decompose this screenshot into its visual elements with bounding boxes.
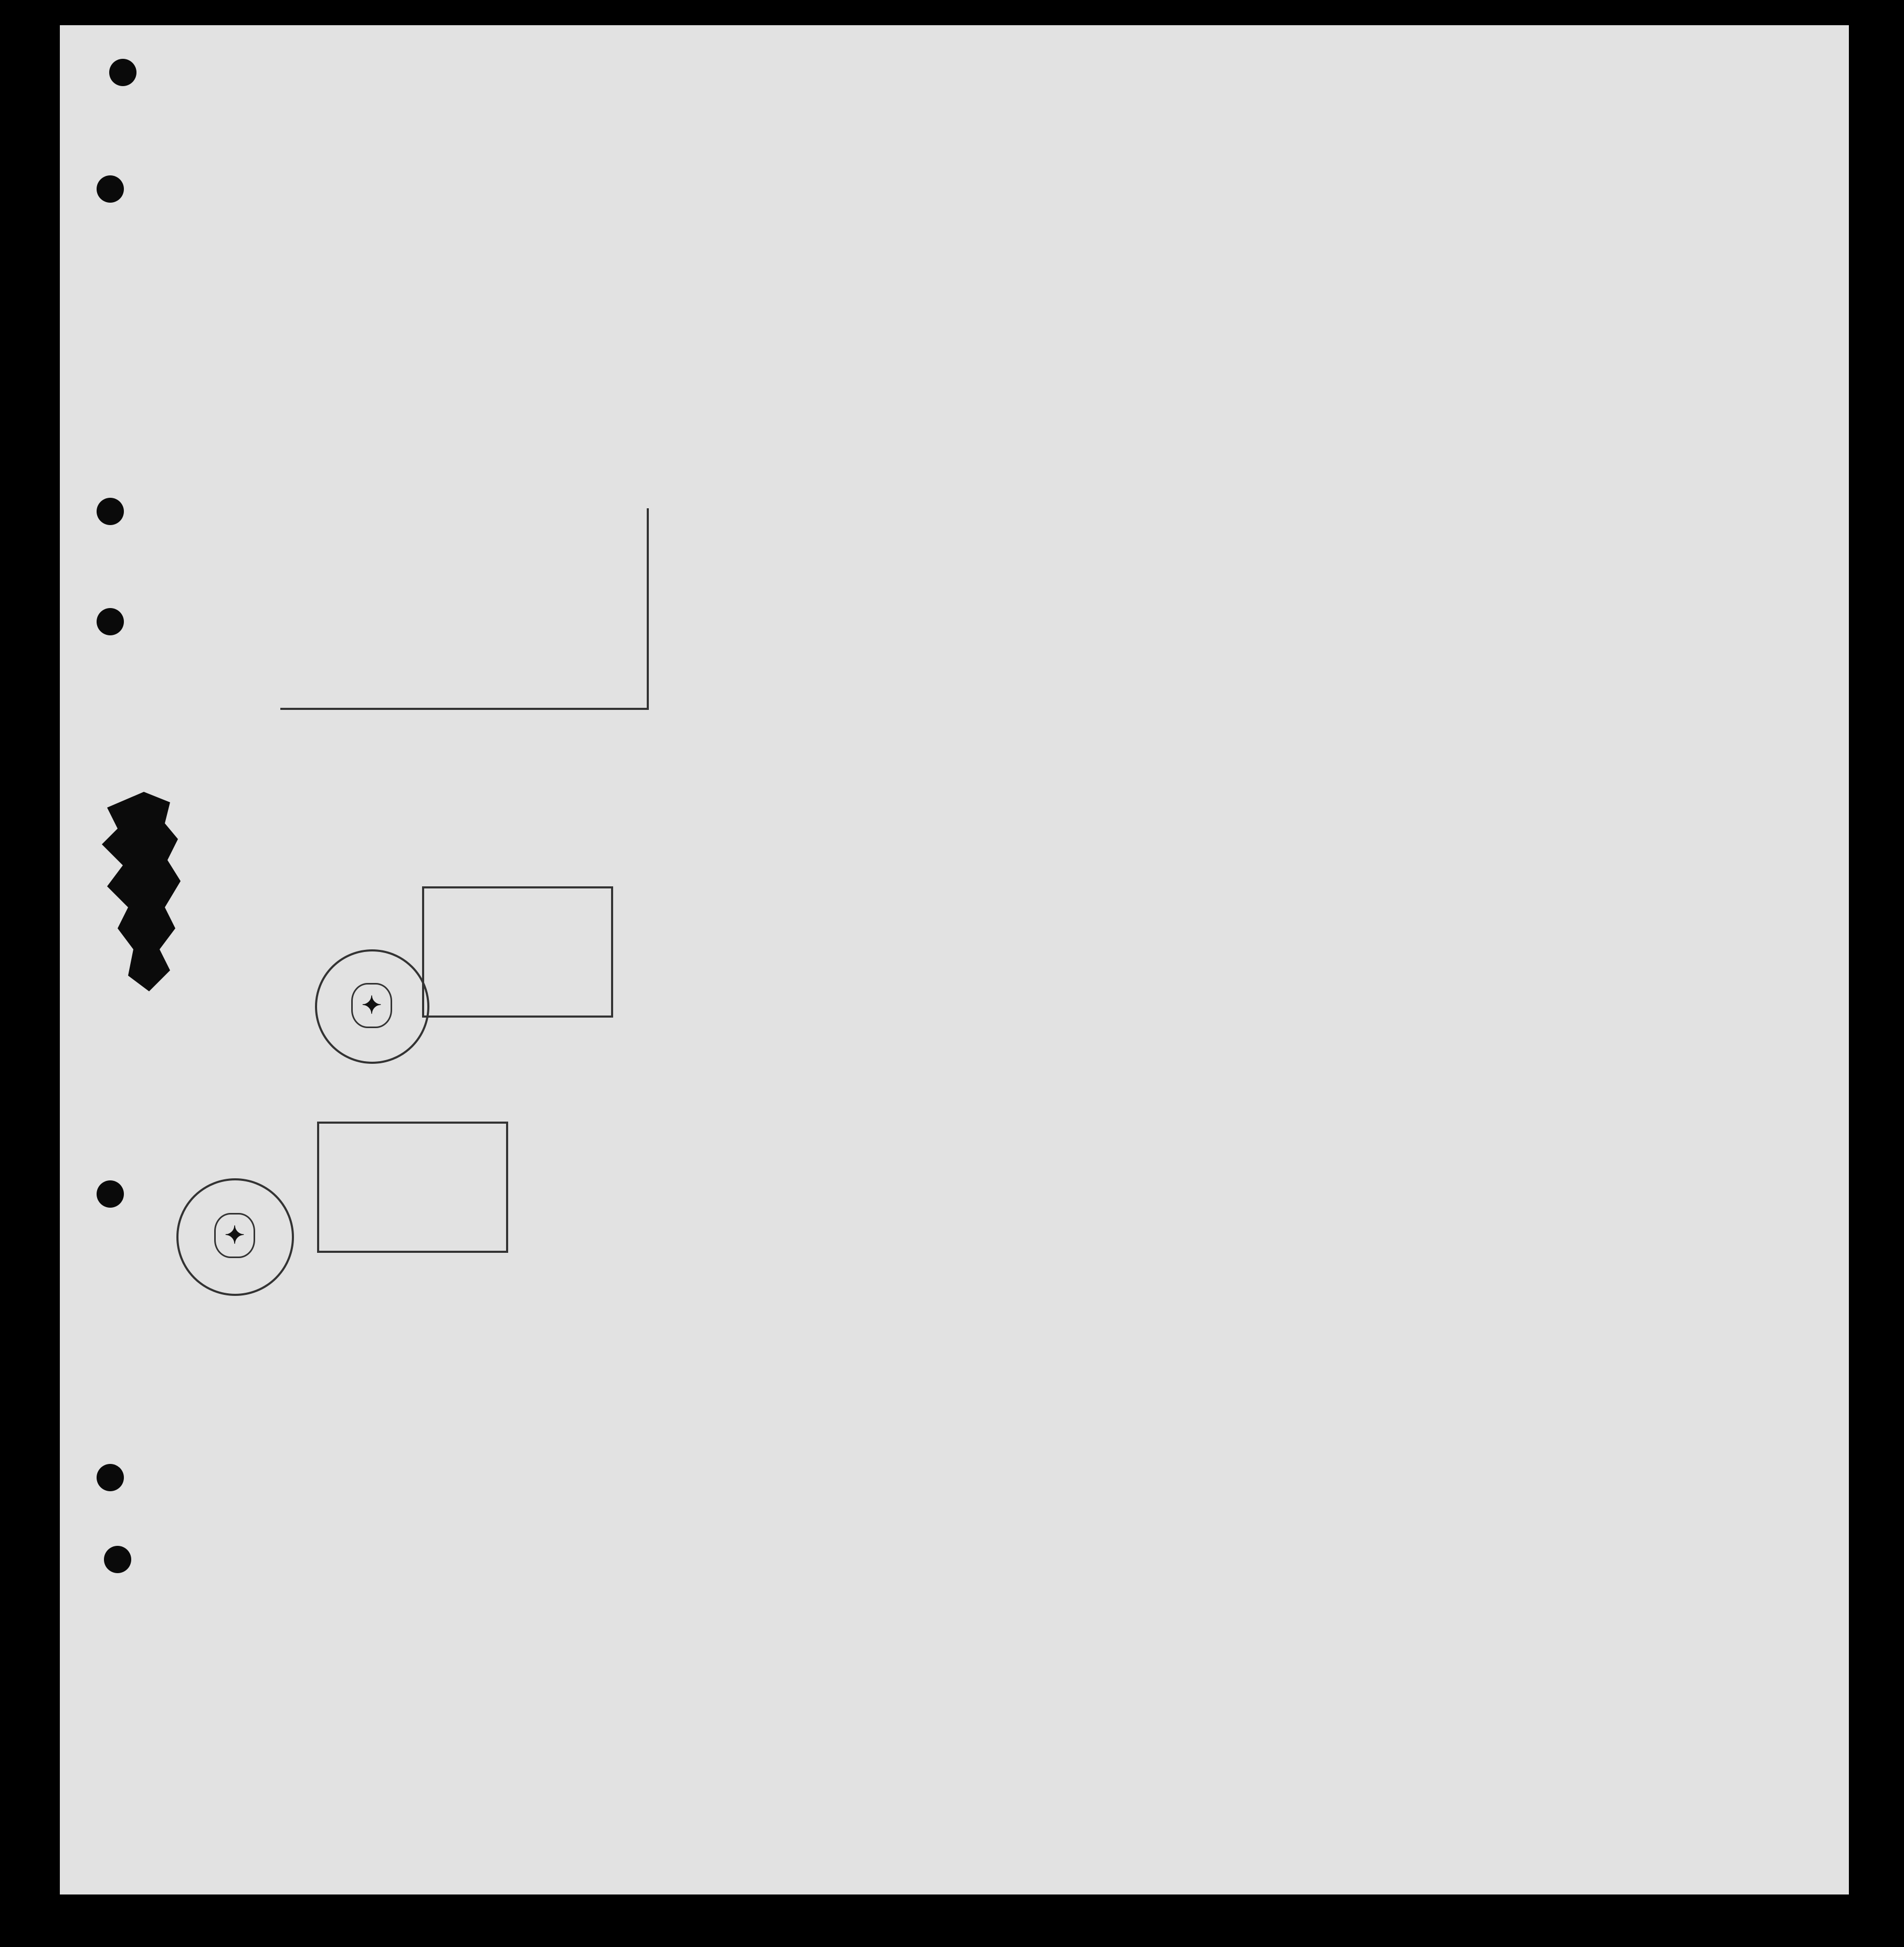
manifest-page (60, 25, 1849, 1894)
consular-seal-1 (315, 949, 429, 1064)
vice-consulate-stamp-2 (317, 1122, 508, 1253)
manifest-grid (60, 25, 1849, 1894)
eagle-icon: ✦ (351, 983, 392, 1028)
consulate-stamp (280, 508, 649, 710)
eagle-icon: ✦ (214, 1213, 255, 1258)
consular-seal-2 (176, 1178, 294, 1296)
vice-consulate-stamp-1 (422, 886, 613, 1018)
ink-blot (86, 792, 191, 991)
